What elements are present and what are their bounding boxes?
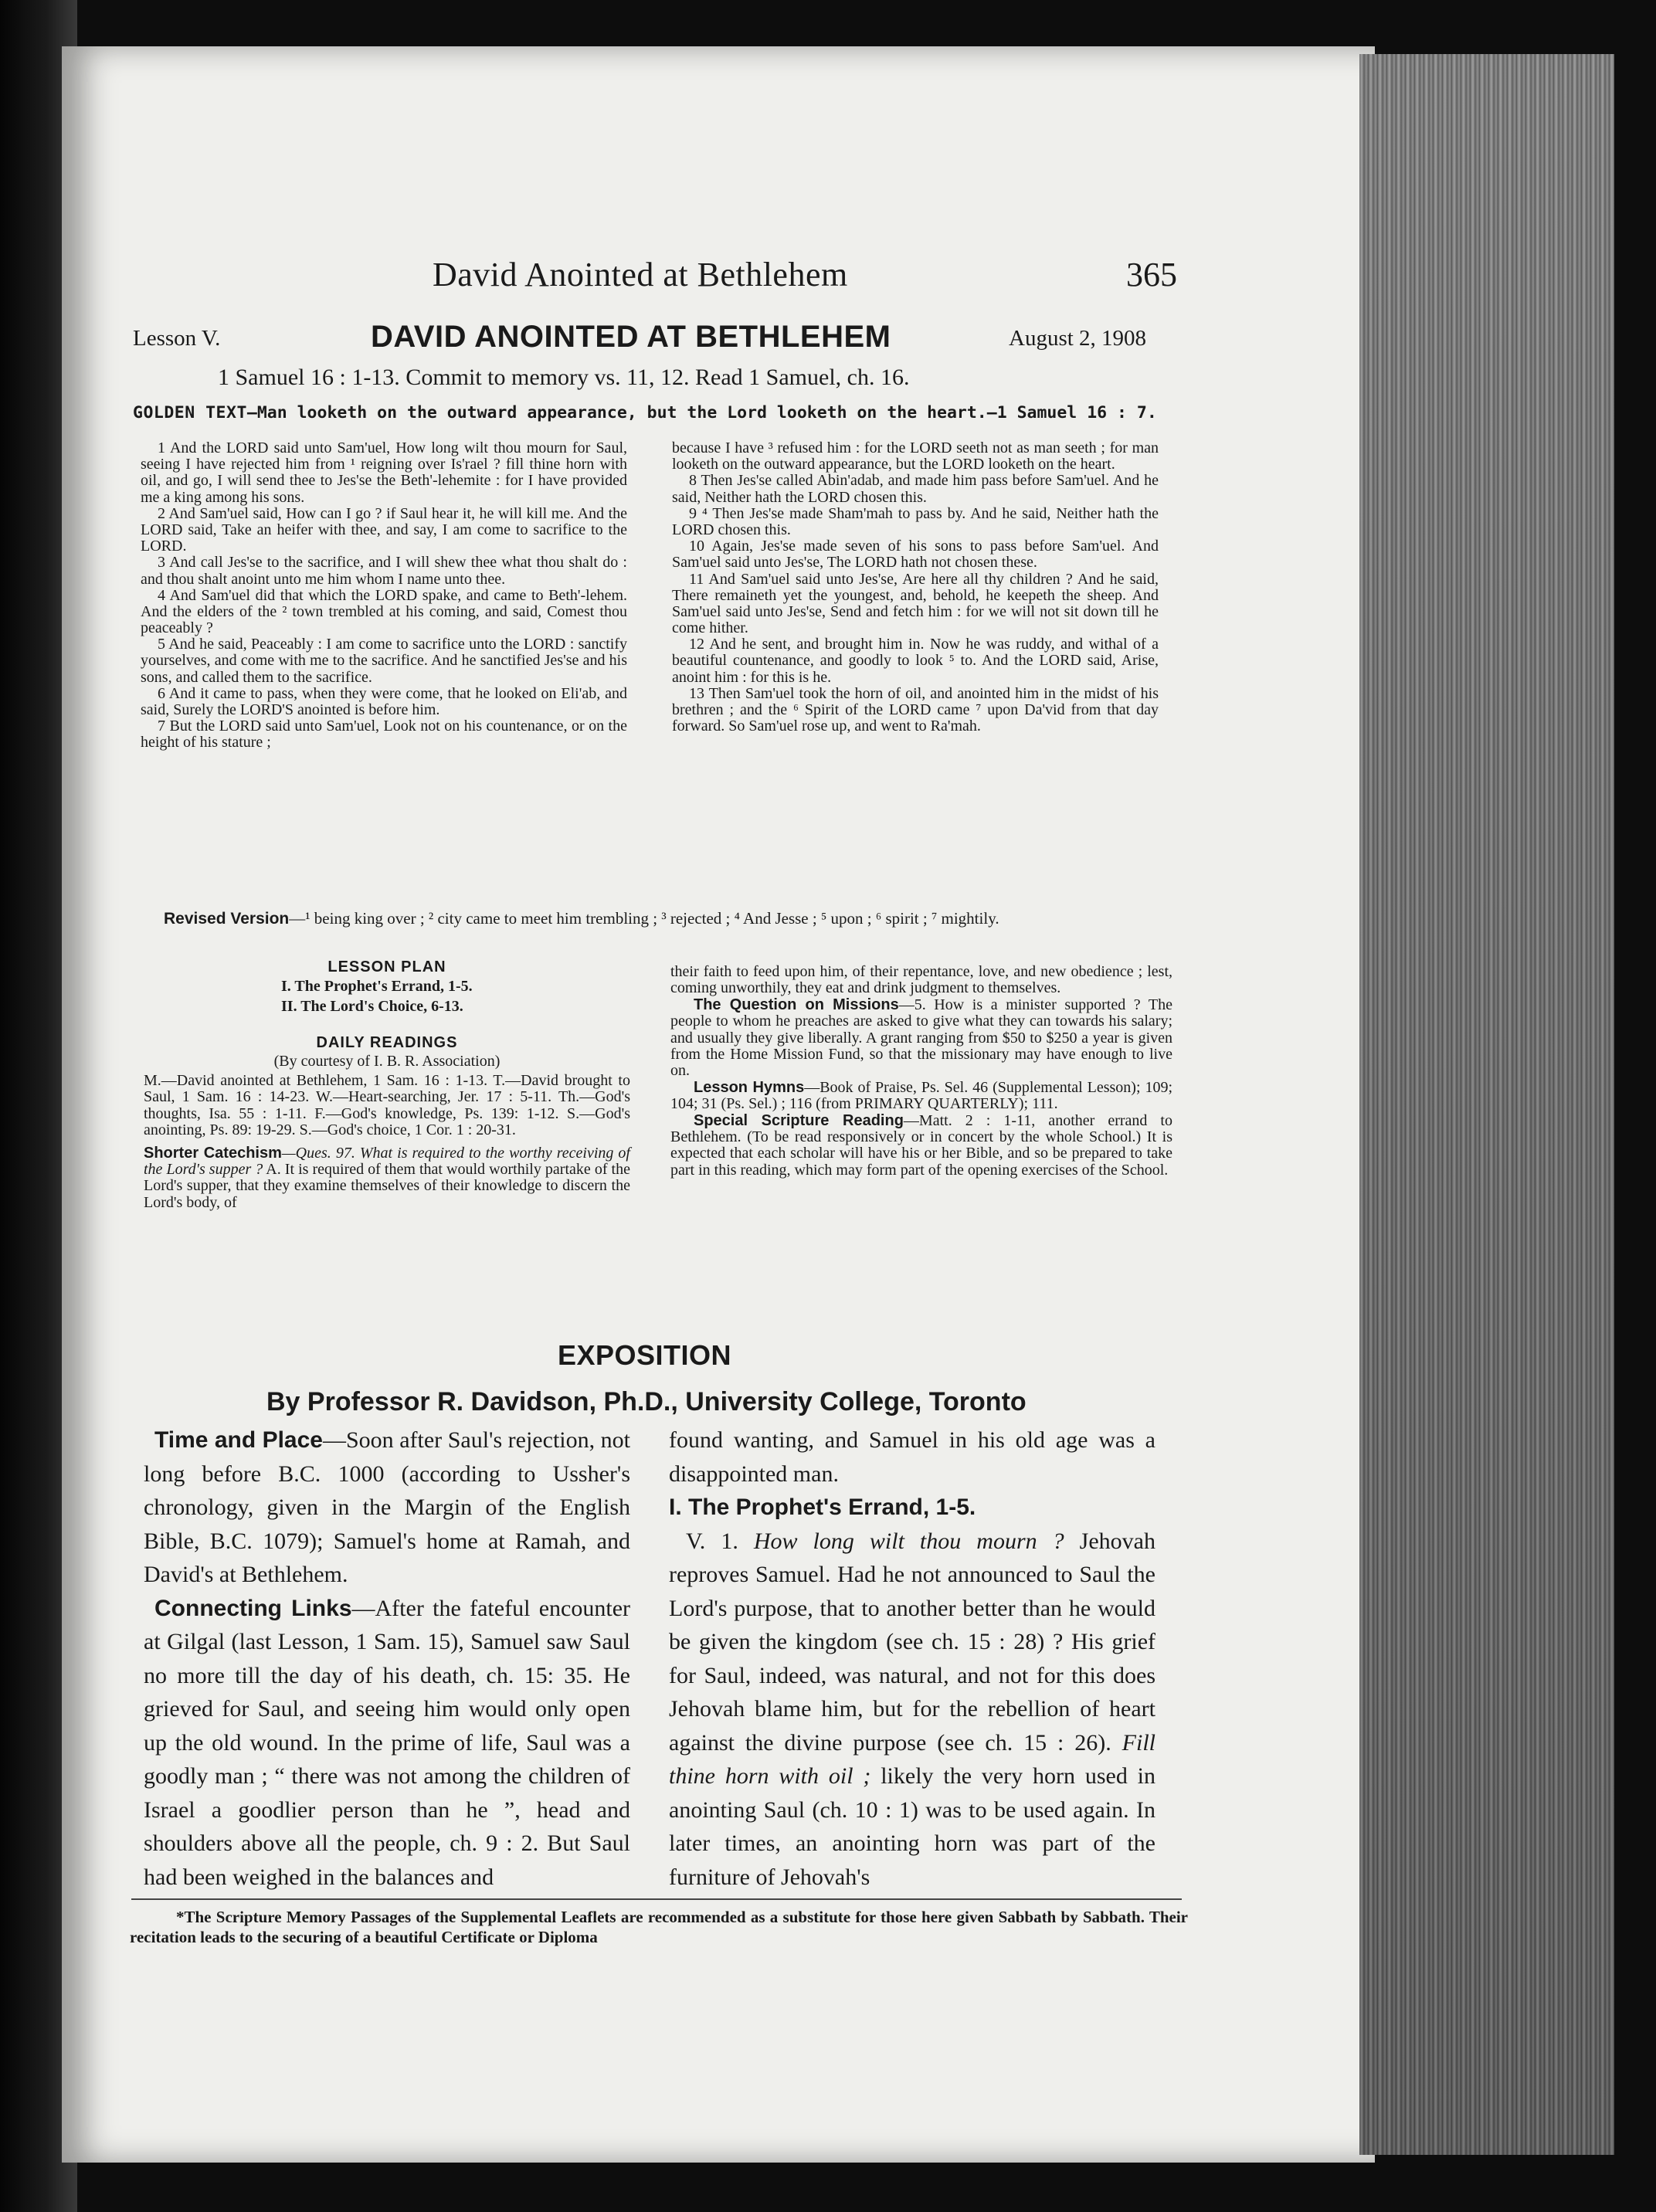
- golden-text: [133, 403, 1183, 422]
- revised-version-text: —¹ being king over ; ² city came to meet him trembling ; ³ rejected ; ⁴ And Jesse ; ⁵ upon ; ⁶ spirit ; ⁷ mightily.: [289, 909, 999, 928]
- exposition-subheading: I. The Prophet's Errand, 1-5.: [669, 1494, 976, 1520]
- lesson-reference: 1 Samuel 16 : 1-13. Commit to memory vs. 11, 12. Read 1 Samuel, ch. 16.: [218, 365, 910, 390]
- scripture-verse: 6 And it came to pass, when they were come, that he looked on Eli'ab, and said, Surely the LORD'S anointed is before him.: [141, 684, 627, 718]
- running-head-title: David Anointed at Bethlehem: [433, 256, 848, 293]
- scripture-column-right: [672, 440, 1159, 735]
- catechism-continuation: their faith to feed upon him, of their repentance, love, and new obedience ; lest, coming unworthily, they eat and drink judgment to themselves.: [670, 963, 1172, 997]
- missions-label: The Question on Missions: [694, 996, 899, 1013]
- book-page-edges-shade: [1359, 54, 1614, 2155]
- page-number: 365: [1126, 256, 1177, 293]
- missions-text: —5. How is a minister supported ? The people to whom he preaches are asked to give what they can towards his salary; and usually they give liberally. A grant ranging from $50 to $250 a year is given from the Home Mission Fund, so that the missionary may have enough to live on.: [670, 996, 1173, 1080]
- daily-readings-text: M.—David anointed at Bethlehem, 1 Sam. 16 : 1-13. T.—David brought to Saul, 1 Sam. 16 : 14-23. W.—Heart-searching, Jer. 17 : 5-11. Th.—God's thoughts, Isa. 55 : 1-11. F.—God's knowledge, Ps. 139: 1-12. S.—God's anointing, Ps. 89: 19-29. S.—God's choice, 1 Cor. 1 : 20-31.: [144, 1071, 630, 1139]
- verse-1-quote: How long wilt thou mourn ?: [753, 1528, 1064, 1554]
- scripture-verse: 4 And Sam'uel did that which the LORD spake, and came to Beth'-lehem. And the elders of the ² town trembled at his coming, and said, Comest thou peaceably ?: [141, 586, 627, 637]
- shorter-catechism: [144, 1145, 630, 1212]
- shorter-catechism-question: —Ques. 97. What is required to the worthy receiving of the Lord's supper ?: [144, 1144, 630, 1178]
- verse-1-text: Jehovah reproves Samuel. Had he not announced to Saul the Lord's purpose, that to another better than he would be given the kingdom (see ch. 15 : 28) ? His grief for Saul, indeed, was natural, and not for this does Jehovah blame him, but for the rebellion of heart against the divine purpose (see ch. 15 : 26).: [669, 1528, 1155, 1756]
- scripture-verse: 3 And call Jes'se to the sacrifice, and I will shew thee what thou shalt do : and thou shalt anoint unto me him whom I name unto thee.: [141, 554, 627, 588]
- shorter-catechism-label: Shorter Catechism: [144, 1144, 282, 1162]
- revised-version-label: Revised Version: [164, 910, 290, 928]
- connecting-links: [144, 1592, 630, 1895]
- scripture-verse: 8 Then Jes'se called Abin'adab, and made him pass before Sam'uel. And he said, Neither hath the LORD chosen this.: [672, 472, 1159, 506]
- scripture-verse: 9 ⁴ Then Jes'se made Sham'mah to pass by. And he said, Neither hath the LORD chosen this.: [672, 504, 1159, 538]
- special-scripture-text: —Matt. 2 : 1-11, another errand to Bethlehem. (To be read responsively or in concert by the whole School.) It is expected that each scholar will have his or her Bible, and so be prepared to take part in this reading, which may form part of the opening exercises of the School.: [670, 1111, 1172, 1179]
- scripture-verse: 12 And he sent, and brought him in. Now he was ruddy, and withal of a beautiful countenance, and goodly to look ⁵ to. And the LORD said, Arise, anoint him : for this is he.: [672, 636, 1159, 686]
- exposition-column-right: [669, 1423, 1155, 1894]
- missions-question: [670, 997, 1172, 1080]
- footnote: *The Scripture Memory Passages of the Supplemental Leaflets are recommended as a substitute for those here given Sabbath by Sabbath. Their recitation leads to the securing of a beautiful Certificate or Diploma: [130, 1908, 1188, 1946]
- scripture-verse: 13 Then Sam'uel took the horn of oil, and anointed him in the midst of his brethren ; and the ⁶ Spirit of the LORD came ⁷ upon Da'vid from that day forward. So Sam'uel rose up, and went to Ra'mah.: [672, 684, 1159, 735]
- lesson-plan-item: I. The Prophet's Errand, 1-5.: [281, 978, 473, 996]
- special-scripture-label: Special Scripture Reading: [694, 1111, 904, 1129]
- time-and-place-label: Time and Place: [154, 1427, 323, 1453]
- lesson-plan-heading: LESSON PLAN: [327, 958, 446, 975]
- lesson-plan-item: II. The Lord's Choice, 6-13.: [281, 997, 463, 1015]
- connecting-links-label: Connecting Links: [154, 1595, 352, 1621]
- verse-1-ref: V. 1.: [686, 1528, 754, 1554]
- time-and-place: [144, 1423, 630, 1592]
- scripture-verse: 10 Again, Jes'se made seven of his sons to pass before Sam'uel. And Sam'uel said unto Jes'se, The LORD hath not chosen these.: [672, 538, 1159, 572]
- hymns-text: —Book of Praise, Ps. Sel. 46 (Supplemental Lesson); 109; 104; 31 (Ps. Sel.) ; 116 (from PRIMARY QUARTERLY); 111.: [670, 1078, 1173, 1113]
- golden-text-label: GOLDEN TEXT: [133, 403, 247, 422]
- lesson-label: Lesson V.: [133, 326, 221, 351]
- verse-1-commentary: [669, 1525, 1155, 1895]
- scripture-verse: 7 But the LORD said unto Sam'uel, Look not on his countenance, or on the height of his stature ;: [141, 718, 627, 751]
- lesson-title: DAVID ANOINTED AT BETHLEHEM: [371, 320, 891, 354]
- lesson-hymns: [670, 1080, 1172, 1113]
- daily-readings-credit: (By courtesy of I. B. R. Association): [273, 1052, 501, 1070]
- verse-1-quote-2: Fill thine horn with oil ;: [669, 1729, 1155, 1789]
- daily-readings-heading: DAILY READINGS: [316, 1034, 458, 1052]
- exposition-byline: By Professor R. Davidson, Ph.D., University College, Toronto: [266, 1387, 1027, 1416]
- golden-text-body: —Man looketh on the outward appearance, but the Lord looketh on the heart.—1 Samuel 16 : 7.: [246, 403, 1157, 422]
- lesson-aids-right: [670, 964, 1172, 1179]
- lesson-date: August 2, 1908: [1009, 326, 1147, 351]
- shorter-catechism-answer: A. It is required of them that would worthily partake of the Lord's supper, that they examine themselves of their knowledge to discern the Lord's body, of: [144, 1160, 630, 1211]
- scripture-verse: 1 And the LORD said unto Sam'uel, How long wilt thou mourn for Saul, seeing I have rejected him from ¹ reigning over Is'rael ? fill thine horn with oil, and go, I will send thee to Jes'se the Beth'-lehemite : for I have provided me a king among his sons.: [141, 439, 627, 506]
- exposition-intro: found wanting, and Samuel in his old age was a disappointed man.: [669, 1427, 1155, 1487]
- special-scripture-reading: [670, 1113, 1172, 1179]
- scripture-verse: because I have ³ refused him : for the LORD seeth not as man seeth ; for man looketh on the outward appearance, but the LORD looketh on the heart.: [672, 439, 1159, 473]
- scripture-verse: 5 And he said, Peaceably : I am come to sacrifice unto the LORD : sanctify yourselves, and come with me to the sacrifice. And he sanctified Jes'se and his sons, and called them to the sacrifice.: [141, 636, 627, 686]
- lesson-aids-left: [144, 959, 630, 1211]
- scripture-verse: 2 And Sam'uel said, How can I go ? if Saul hear it, he will kill me. And the LORD said, Take an heifer with thee, and say, I am come to sacrifice to the LORD.: [141, 504, 627, 555]
- exposition-heading: EXPOSITION: [558, 1339, 732, 1371]
- time-and-place-text: —Soon after Saul's rejection, not long before B.C. 1000 (according to Ussher's chronology, given in the Margin of the English Bible, B.C. 1079); Samuel's home at Ramah, and David's at Bethlehem.: [144, 1427, 630, 1587]
- scripture-verse: 11 And Sam'uel said unto Jes'se, Are here all thy children ? And he said, There remaineth yet the youngest, and, behold, he keepeth the sheep. And Sam'uel said unto Jes'se, Send and fetch him : for we will not sit down till he come hither.: [672, 570, 1159, 637]
- exposition-column-left: [144, 1423, 630, 1894]
- verse-1-text-2: likely the very horn used in anointing Saul (ch. 10 : 1) was to be used again. In later times, an anointing horn was part of the furniture of Jehovah's: [669, 1763, 1156, 1890]
- revised-version: [141, 910, 1176, 928]
- connecting-links-text: —After the fateful encounter at Gilgal (last Lesson, 1 Sam. 15), Samuel saw Saul no more till the day of his death, ch. 15: 35. He grieved for Saul, and seeing him would only open up the old wound. In the prime of life, Saul was a goodly man ; “ there was not among the children of Israel a goodlier person than he ”, head and shoulders above all the people, ch. 9 : 2. But Saul had been weighed in the balances and: [144, 1595, 630, 1890]
- scripture-column-left: [141, 440, 627, 751]
- hymns-label: Lesson Hymns: [694, 1078, 805, 1096]
- footnote-rule: [131, 1898, 1182, 1900]
